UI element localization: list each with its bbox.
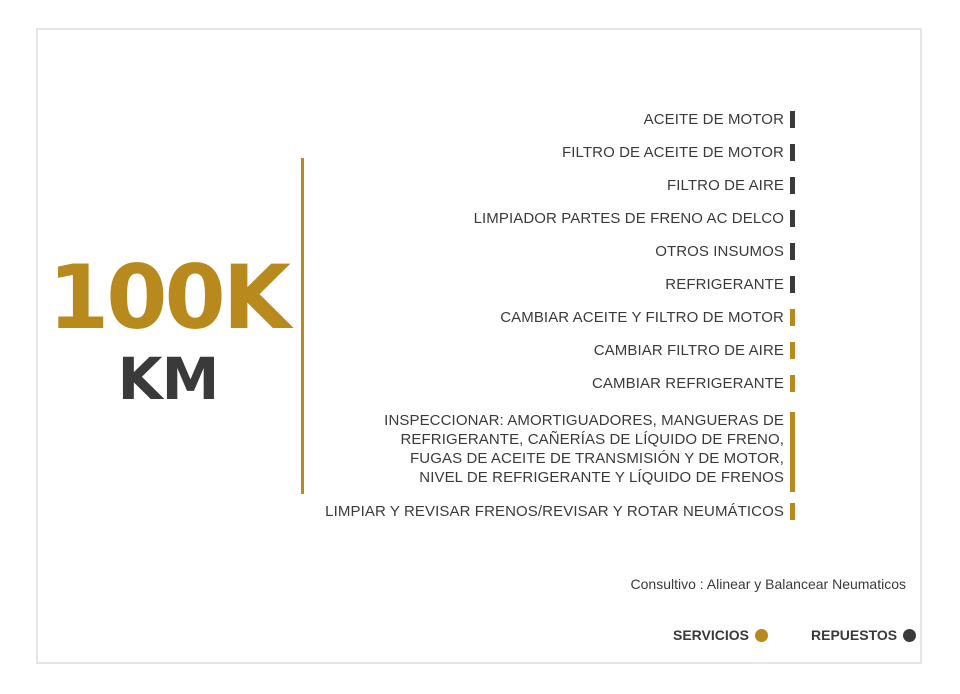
consultive-note: Consultivo : Alinear y Balancear Neumaticos — [630, 576, 906, 592]
maintenance-item-line: REFRIGERANTE, CAÑERÍAS DE LÍQUIDO DE FRENO, — [400, 431, 784, 448]
mileage-unit: KM — [117, 345, 219, 413]
maintenance-item-servicios — [325, 502, 784, 521]
legend-repuestos-label: REPUESTOS — [811, 627, 898, 643]
maintenance-item-line: FILTRO DE AIRE — [667, 177, 784, 194]
servicios-marker-bar — [790, 342, 795, 359]
maintenance-item-line: NIVEL DE REFRIGERANTE Y LÍQUIDO DE FRENOS — [419, 469, 784, 486]
maintenance-item-line: INSPECCIONAR: AMORTIGUADORES, MANGUERAS DE — [384, 412, 784, 429]
repuestos-dot-icon — [903, 629, 916, 642]
maintenance-item-repuestos — [474, 209, 784, 228]
maintenance-item-line: OTROS INSUMOS — [655, 243, 784, 260]
maintenance-item-line: FILTRO DE ACEITE DE MOTOR — [562, 144, 784, 161]
maintenance-item-repuestos — [562, 143, 784, 162]
servicios-marker-bar — [790, 412, 795, 492]
repuestos-marker-bar — [790, 276, 795, 293]
repuestos-marker-bar — [790, 144, 795, 161]
maintenance-item-repuestos — [667, 176, 784, 195]
mileage-number: 100K — [48, 246, 288, 349]
repuestos-marker-bar — [790, 210, 795, 227]
maintenance-item-line: CAMBIAR REFRIGERANTE — [591, 375, 784, 392]
repuestos-marker-bar — [790, 111, 795, 128]
servicios-dot-icon — [755, 629, 768, 642]
vertical-divider — [301, 158, 304, 494]
maintenance-item-repuestos — [665, 275, 784, 294]
maintenance-item-line: ACEITE DE MOTOR — [643, 111, 784, 128]
legend-servicios — [673, 627, 768, 643]
maintenance-item-repuestos — [644, 110, 784, 129]
maintenance-item-servicios — [500, 308, 784, 327]
maintenance-item-servicios — [592, 374, 784, 393]
servicios-marker-bar — [790, 375, 795, 392]
maintenance-item-line: CAMBIAR FILTRO DE AIRE — [593, 342, 784, 359]
repuestos-marker-bar — [790, 177, 795, 194]
repuestos-marker-bar — [790, 243, 795, 260]
servicios-marker-bar — [790, 309, 795, 326]
maintenance-item-servicios — [384, 411, 784, 487]
legend-repuestos — [811, 627, 916, 643]
servicios-marker-bar — [790, 503, 795, 520]
maintenance-item-line: CAMBIAR ACEITE Y FILTRO DE MOTOR — [500, 309, 784, 326]
legend-servicios-label: SERVICIOS — [673, 627, 749, 643]
maintenance-item-line: LIMPIAR Y REVISAR FRENOS/REVISAR Y ROTAR NEUMÁTICOS — [325, 503, 784, 520]
maintenance-item-repuestos — [655, 242, 784, 261]
maintenance-item-line: FUGAS DE ACEITE DE TRANSMISIÓN Y DE MOTOR, — [410, 450, 784, 467]
maintenance-item-line: REFRIGERANTE — [665, 276, 784, 293]
maintenance-item-servicios — [594, 341, 784, 360]
maintenance-item-line: LIMPIADOR PARTES DE FRENO AC DELCO — [473, 210, 784, 227]
